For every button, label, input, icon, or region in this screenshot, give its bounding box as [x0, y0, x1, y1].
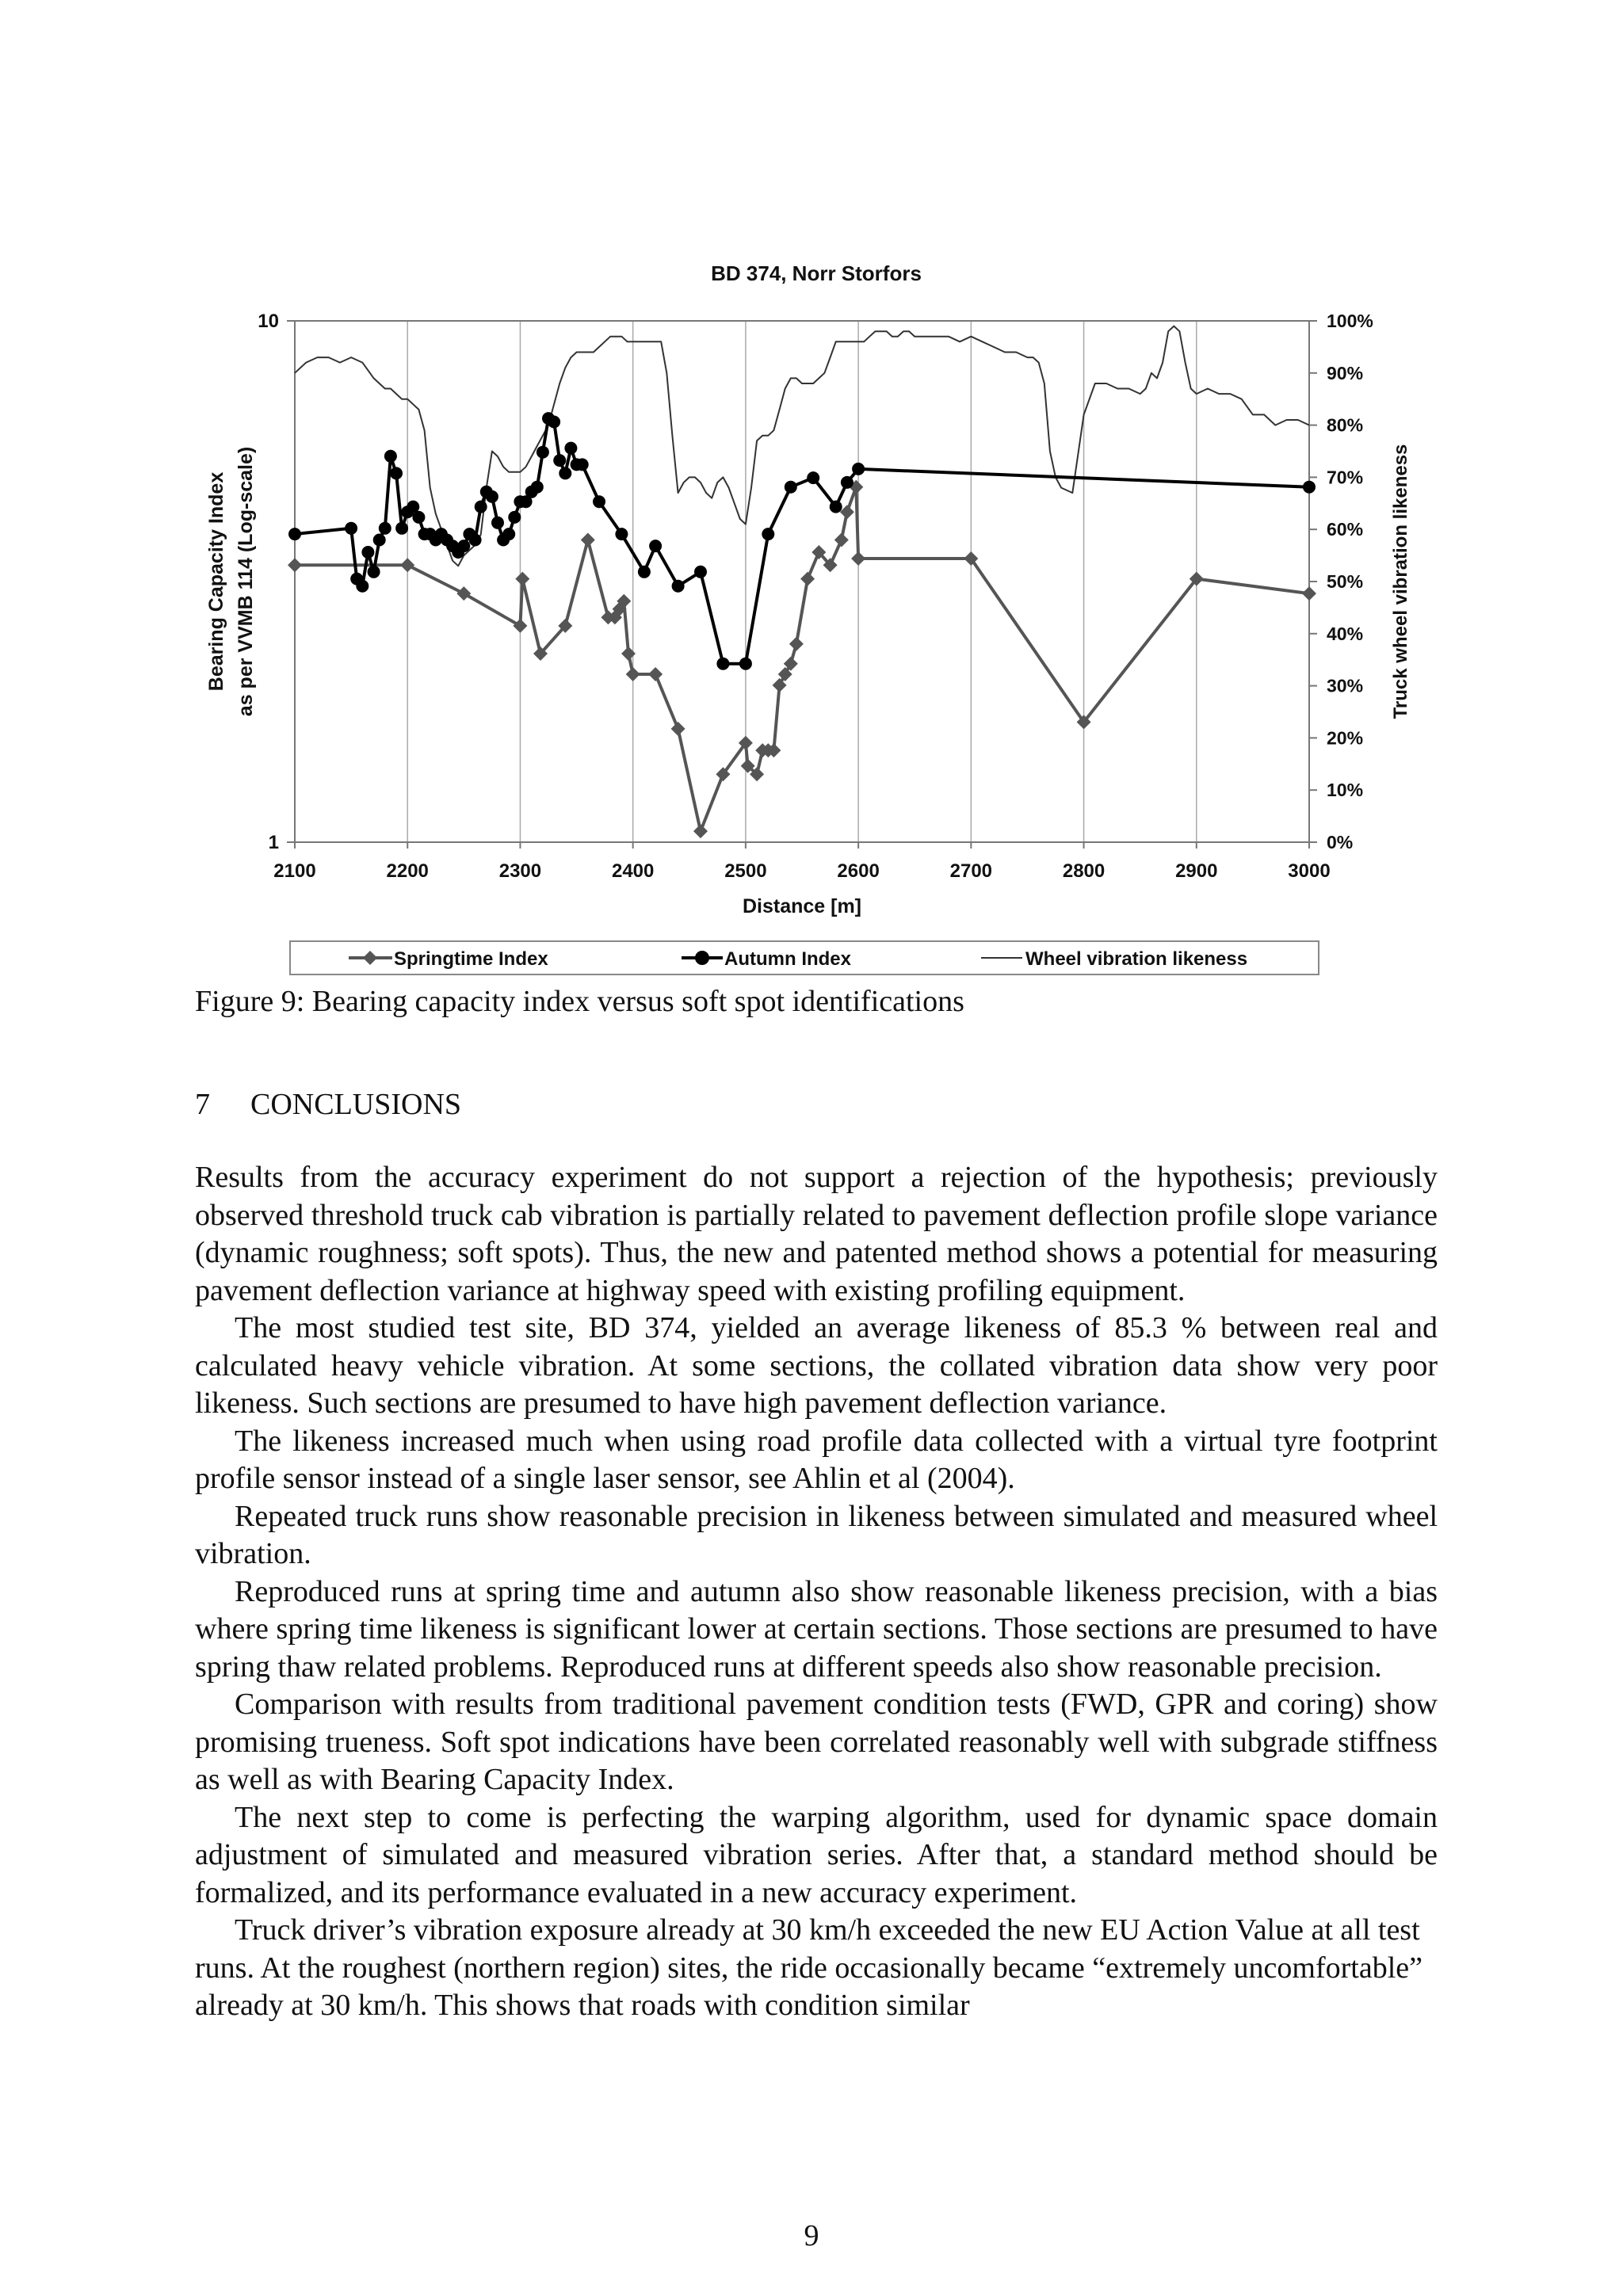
y-right-tick-label-60%: 60%: [1327, 519, 1364, 540]
data-point-springtime-index: [400, 558, 414, 572]
data-point-autumn-index: [739, 658, 752, 670]
data-point-autumn-index: [638, 566, 651, 578]
data-point-springtime-index: [789, 637, 804, 651]
data-point-autumn-index: [379, 522, 391, 535]
conclusions-body: [195, 1159, 1438, 2025]
data-point-autumn-index: [593, 495, 605, 508]
data-point-springtime-index: [288, 558, 302, 572]
series-line-wheel-vibration-likeness: [295, 326, 1309, 566]
x-tick-label-2100: 2100: [273, 860, 316, 882]
data-point-springtime-index: [648, 667, 663, 681]
data-point-autumn-index: [356, 580, 369, 593]
y-left-tick-label-1: 1: [268, 832, 279, 853]
x-tick-label-2400: 2400: [611, 860, 655, 882]
data-point-autumn-index: [537, 446, 549, 459]
bearing-capacity-chart: [0, 0, 1623, 998]
y-right-tick-label-50%: 50%: [1327, 571, 1364, 592]
data-point-autumn-index: [475, 501, 487, 513]
data-point-autumn-index: [384, 450, 397, 463]
y-right-tick-label-70%: 70%: [1327, 467, 1364, 488]
x-tick-label-2600: 2600: [837, 860, 880, 882]
data-point-autumn-index: [564, 442, 577, 455]
y-right-tick-label-0%: 0%: [1327, 832, 1354, 852]
legend-item-wheel-vibration: [981, 948, 1247, 970]
data-point-autumn-index: [576, 458, 589, 471]
legend-label-autumn: Autumn Index: [724, 948, 851, 970]
paragraph-8: Truck driver’s vibration exposure already at 30 km/h exceeded the new EU Action Value at all test runs. At the roughest (northern region) sites, the ride occasionally became “extremely uncomfortable” already at 30 km/h. This shows that roads with condition similar: [195, 1913, 1423, 2022]
paragraph-3: The likeness increased much when using road profile data collected with a virtual tyre footprint profile sensor instead of a single laser sensor, see Ahlin et al (2004).: [195, 1424, 1438, 1495]
data-point-autumn-index: [368, 566, 380, 578]
data-point-autumn-index: [288, 528, 301, 540]
data-point-autumn-index: [553, 454, 566, 467]
data-point-autumn-index: [395, 522, 408, 535]
paragraph-1: Results from the accuracy experiment do not support a rejection of the hypothesis; previously observed threshold truck cab vibration is partially related to pavement deflection profile slope variance (dynamic roughness; soft spots). Thus, the new and patented method shows a potential for measuring pavement deflection variance at highway speed with existing profiling equipment.: [195, 1161, 1438, 1307]
section-heading: [195, 1087, 461, 1122]
data-point-autumn-index: [373, 534, 386, 547]
data-point-springtime-index: [513, 619, 527, 633]
data-point-springtime-index: [834, 533, 849, 547]
data-point-autumn-index: [1303, 481, 1316, 494]
data-point-autumn-index: [615, 528, 628, 540]
data-point-autumn-index: [649, 540, 662, 552]
data-point-autumn-index: [390, 467, 403, 479]
data-point-autumn-index: [508, 511, 521, 524]
x-axis: [273, 842, 1330, 882]
y-right-tick-label-30%: 30%: [1327, 675, 1364, 696]
series-wheel-vibration-likeness: [295, 326, 1309, 566]
paragraph-7: The next step to come is perfecting the warping algorithm, used for dynamic space domain adjustment of simulated and measured vibration series. After that, a standard method should be formalized, and its performance evaluated in a new accuracy experiment.: [195, 1800, 1438, 1909]
data-point-springtime-index: [581, 533, 595, 547]
right-y-axis: [1309, 311, 1373, 852]
data-point-autumn-index: [841, 476, 854, 489]
data-point-autumn-index: [457, 540, 470, 552]
x-tick-label-2300: 2300: [498, 860, 542, 882]
data-point-autumn-index: [486, 490, 498, 503]
data-point-autumn-index: [502, 528, 515, 540]
data-point-springtime-index: [1302, 586, 1316, 601]
x-tick-label-2500: 2500: [724, 860, 767, 882]
data-point-autumn-index: [830, 501, 842, 513]
data-point-autumn-index: [491, 517, 504, 529]
data-point-autumn-index: [531, 481, 544, 494]
data-point-springtime-index: [671, 722, 685, 736]
y-axis-label-left-line2: as per VVMB 114 (Log-scale): [235, 446, 257, 717]
data-point-autumn-index: [852, 463, 865, 475]
data-point-springtime-index: [851, 551, 865, 566]
data-point-autumn-index: [559, 467, 571, 479]
y-left-tick-label-10: 10: [258, 311, 279, 332]
y-right-tick-label-20%: 20%: [1327, 727, 1364, 749]
x-tick-label-2200: 2200: [386, 860, 429, 882]
legend: [290, 941, 1319, 974]
paragraph-5: Reproduced runs at spring time and autumn also show reasonable likeness precision, with a bias where spring time likeness is significant lower at certain sections. Those sections are presumed to have spring thaw related problems. Reproduced runs at different speeds also show reasonable precision.: [195, 1574, 1438, 1684]
data-point-springtime-index: [456, 586, 471, 601]
data-point-autumn-index: [361, 546, 374, 559]
series-layer: [288, 326, 1316, 839]
data-point-autumn-index: [345, 522, 357, 535]
data-point-springtime-index: [626, 667, 640, 681]
x-tick-label-2800: 2800: [1062, 860, 1106, 882]
plot-frame: [295, 321, 1309, 842]
y-axis-label-left-line1: Bearing Capacity Index: [205, 471, 227, 692]
section-title: CONCLUSIONS: [250, 1088, 462, 1121]
series-autumn-index: [288, 412, 1316, 670]
x-tick-label-2900: 2900: [1175, 860, 1218, 882]
paragraph-4: Repeated truck runs show reasonable precision in likeness between simulated and measured wheel vibration.: [195, 1499, 1438, 1570]
y-right-tick-label-40%: 40%: [1327, 623, 1364, 644]
legend-label-wheel-vibration: Wheel vibration likeness: [1025, 948, 1248, 970]
data-point-autumn-index: [548, 416, 560, 429]
data-point-autumn-index: [469, 534, 482, 547]
data-point-autumn-index: [762, 528, 774, 540]
legend-item-springtime: [349, 948, 548, 970]
chart-title: BD 374, Norr Storfors: [711, 261, 922, 285]
y-right-tick-label-80%: 80%: [1327, 414, 1364, 436]
paragraph-2: The most studied test site, BD 374, yielded an average likeness of 85.3 % between real and calculated heavy vehicle vibration. At some sections, the collated vibration data show very poor likeness. Such sections are presumed to have high pavement deflection variance.: [195, 1311, 1438, 1420]
y-axis-label-right: Truck wheel vibration likeness: [1390, 444, 1411, 719]
x-tick-label-2700: 2700: [949, 860, 993, 882]
legend-label-springtime: Springtime Index: [394, 948, 548, 970]
data-point-springtime-index: [693, 824, 708, 838]
page-number: 9: [804, 2219, 819, 2252]
y-right-tick-label-100%: 100%: [1327, 311, 1373, 331]
data-point-autumn-index: [412, 511, 425, 524]
legend-item-autumn: [682, 948, 852, 970]
figure-caption: Figure 9: Bearing capacity index versus soft spot identifications: [195, 985, 964, 1018]
left-y-axis: [258, 311, 295, 853]
data-point-autumn-index: [672, 580, 685, 593]
y-right-tick-label-10%: 10%: [1327, 780, 1364, 801]
x-tick-label-3000: 3000: [1288, 860, 1331, 882]
data-point-springtime-index: [515, 572, 529, 586]
data-point-autumn-index: [694, 566, 707, 578]
data-point-autumn-index: [785, 481, 797, 494]
data-point-autumn-index: [807, 471, 819, 484]
paragraph-6: Comparison with results from traditional pavement condition tests (FWD, GPR and coring) show promising trueness. Soft spot indications have been correlated reasonably well with subgrade stiffness as well as with Bearing Capacity Index.: [195, 1688, 1438, 1796]
data-point-springtime-index: [800, 572, 815, 586]
section-number: 7: [195, 1088, 210, 1121]
data-point-autumn-index: [716, 658, 729, 670]
x-axis-label: Distance [m]: [742, 895, 862, 917]
y-right-tick-label-90%: 90%: [1327, 362, 1364, 383]
